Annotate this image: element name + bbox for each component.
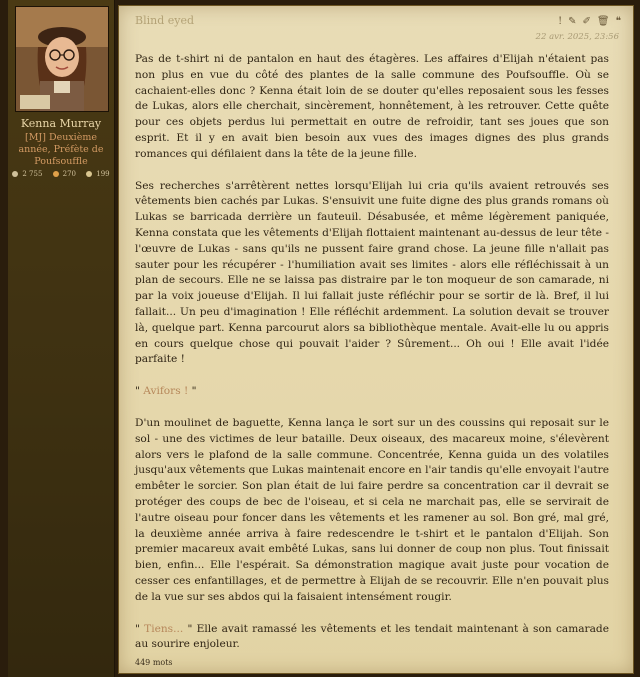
post-paragraph: D'un moulinet de baguette, Kenna lança le sort sur un des coussins qui reposait sur le sol - une des victimes de leur bataille. Deux oiseaux, des macareux moine, s'élevèrent alors vers le plafond de la salle commune. Concentrée, Kenna guida un des volatiles jusqu'aux vêtements que Lukas maintenait encore en l'air tandis qu'elle envoyait l'autre embêter le sorcier. Son plan était de lui faire perdre sa concentration car il devrait se protéger des coups de bec de l'oiseau, et si cela ne marchait pas, elle se servirait de l'autre oiseau pour foncer dans les vêtements et les ramener au sol. Bon gré, mal gré, la deuxième année arriva à faire redescendre le t-shirt et le pantalon d'Elijah. Son premier macareux avait embêté Lukas, sans lui donner de coup non plus. Tout finissait bien, enfin... Elle l'espérait. Sa démonstration magique avait juste pour vocation de cesser ces enfantillages, et de permettre à Elijah de se recouvrir. Elle n'en pouvait plus de la vue sur ses abdos qui la faisaient intensément rougir. [135, 416, 609, 603]
report-icon[interactable]: ! [558, 16, 563, 27]
dialogue-text: Tiens... [144, 622, 184, 635]
avatar-illustration [16, 7, 108, 111]
post-tools [558, 16, 621, 27]
points-stat: 199 [84, 170, 111, 178]
edit-icon[interactable]: ✐ [582, 16, 591, 27]
dialogue-line: " Tiens... " Elle avait ramassé les vêtements et les tendait maintenant à son camarade au sourire enjoleur. [135, 622, 609, 651]
author-sidebar [8, 0, 115, 677]
post-date: 22 avr. 2025, 23:56 [535, 32, 619, 42]
warn-icon[interactable]: ✎ [568, 16, 577, 27]
dialogue-line: " Avifors ! " [135, 385, 197, 398]
word-count: 449 mots [135, 658, 173, 667]
post-title[interactable]: Blind eyed [135, 14, 195, 27]
quote-icon[interactable]: ❝ [615, 16, 621, 27]
spell-text: Avifors ! [143, 385, 189, 398]
author-stats [8, 170, 114, 178]
post-body [135, 52, 609, 669]
delete-icon[interactable]: 🗑 [596, 16, 610, 27]
author-name[interactable]: Kenna Murray [20, 117, 102, 130]
post-paragraph: Pas de t-shirt ni de pantalon en haut des étagères. Les affaires d'Elijah n'étaient pas non plus en vue du côté des plantes de la salle commune des Poufsouffle. Où se cachaient-elles donc ? Kenna était loin de se douter qu'elles reposaient sous les fesses de Lukas, alors elle cherchait, sincèrement, honnêtement, à les retrouver. Cette quête pour ces objets perdus lui permettait en outre de refroidir, tant ses joues que son esprit. Et il y en avait bien besoin aux vues des images dignes des plus grands romances qui défilaient dans la tête de la jeune fille. [135, 53, 609, 160]
gallions-stat: 270 [51, 170, 78, 178]
post-paragraph: Ses recherches s'arrêtèrent nettes lorsqu'Elijah lui cria qu'ils avaient retrouvés ses vêtements bien cachés par Lukas. S'ensuivit une fuite digne des plus grands romans où Lukas se barricada derrière un fauteuil. Désabusée, et même légèrement paniquée, Kenna constata que les vêtements d'Elijah flottaient maintenant au-dessus de leur tête - l'œuvre de Lukas - sans qu'ils ne pussent faire grand chose. La jeune fille n'allait pas sauter pour les récupérer - l'humiliation avait ses limites - alors elle réfléchissait à un plan de secours. Elle ne se laissa pas distraire par le ton moqueur de son camarade, ni par la voix joueuse d'Elijah. Il lui fallait juste réfléchir pour se sortir de là. Bref, il lui fallait... Un peu d'imagination ! Elle réfléchit ardemment. La solution devait se trouver là, quelque part. Kenna parcourut alors sa bibliothèque mentale. Avait-elle lu ou appris en cours quelque chose qui pouvait l'aider ? Sûrement... Oh oui ! Elle avait l'idée parfaite ! [135, 179, 609, 366]
author-rank: [MJ] Deuxième année, Préfète de Poufsouffle [18, 132, 104, 167]
star-icon [86, 171, 92, 177]
avatar[interactable] [15, 6, 109, 112]
speech-bubble-icon [12, 171, 18, 177]
coin-icon [53, 171, 59, 177]
post-panel [118, 5, 634, 674]
messages-stat: 2 755 [10, 170, 44, 178]
